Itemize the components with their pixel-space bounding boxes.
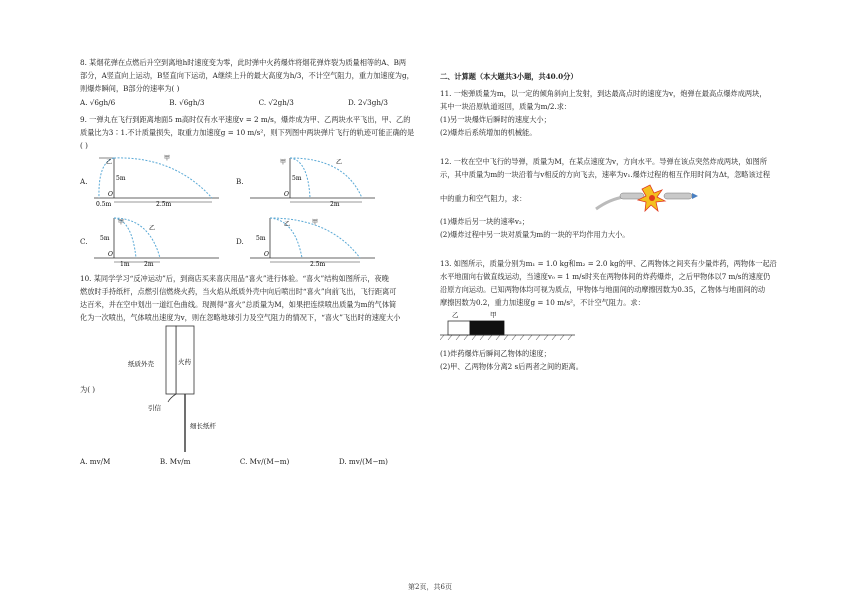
q13-line-2: 水平地面向右做直线运动，当速度v₀ = 1 m/s时夹在两物体间的炸药爆炸，之后甲物体以7 m/s的速度仍 (440, 272, 771, 281)
q9-d-height: 5m (256, 235, 266, 242)
q11-part-2: (2)爆炸后系统增加的机械能。 (440, 128, 537, 137)
missile-explosion-figure (590, 181, 700, 215)
q10-line-5: 为( ) (80, 384, 96, 394)
q10-figure (120, 324, 240, 454)
q10-line-3: 达百米，并在空中划出一道红色曲线。现测得“喜火”总质量为M，如果把连续喷出质量为m的气体简 (80, 300, 397, 309)
q12-line-3: 中的重力和空气阻力，求： (440, 193, 527, 203)
q8-options (80, 96, 428, 109)
q8-line-2: 部分，A竖直向上运动，B竖直向下运动，A继续上升的最大高度为h/3，不计空气阻力，重力加速度为g， (80, 71, 414, 80)
q9-a-name-1: 乙 (106, 159, 113, 166)
question-9 (80, 113, 428, 270)
q10-line-1: 10. 某同学学习“反冲运动”后，到商店买来喜庆用品“喜火”进行体验。“喜火”结构如图所示，夜晚 (80, 274, 389, 283)
q8-line-3: 则爆炸瞬间，B部分的速率为( ) (80, 84, 180, 93)
q9-d-origin: O (264, 251, 269, 258)
q10-options (80, 455, 428, 468)
q9-a-name-2: 甲 (164, 155, 171, 162)
q8-line-1: 8. 某烟花弹在点燃后升空到离地h时速度变为零，此时弹中火药爆炸将烟花弹炸裂为质量相等的A、B两 (80, 58, 407, 67)
q11-part-1: (1)另一块爆炸后瞬时的速度大小； (440, 115, 551, 124)
q13-jia-label: 甲 (490, 311, 497, 319)
q9-figure-c-label: C. (80, 236, 88, 246)
q9-figure-d (236, 212, 380, 270)
q9-figure-d-drawing (250, 212, 380, 270)
q8-option-a: A. √6gh/6 (80, 98, 116, 107)
q9-figure-row-2 (80, 212, 380, 270)
q10-shell-label: 纸质外壳 (128, 360, 154, 368)
question-13 (440, 257, 790, 373)
q9-b-name-2: 乙 (336, 159, 343, 166)
q9-c-seg-2: 2m (144, 261, 154, 268)
q9-a-height: 5m (116, 175, 126, 182)
question-10 (80, 272, 428, 468)
section-title: 二、计算题（本大题共3小题，共40.0分） (440, 72, 578, 81)
q9-figure-a-drawing (94, 152, 224, 210)
q8-option-c: C. √2gh/3 (258, 98, 294, 107)
q13-yi-label: 乙 (452, 311, 459, 319)
q9-line-3: ( ) (80, 141, 88, 150)
q12-part-2: (2)爆炸过程中另一块对质量为m的一块的平均作用力大小。 (440, 230, 630, 239)
right-column (440, 56, 790, 375)
q13-line-4: 摩擦因数为0.2，重力加速度g = 10 m/s²，不计空气阻力。求： (440, 298, 645, 307)
q12-line-2: 示，其中质量为m的一块沿着与v相反的方向飞去，速率为v₁.爆炸过程的相互作用时间为Δt，忽略该过程 (440, 170, 771, 179)
q8-option-b: B. √6gh/3 (169, 98, 205, 107)
q9-line-1: 9. 一弹丸在飞行到距离地面5 m高时仅有水平速度v = 2 m/s，爆炸成为甲、乙两块水平飞出，甲、乙的 (80, 115, 411, 124)
q13-part-1: (1)炸药爆炸后瞬间乙物体的速度； (440, 349, 551, 358)
q9-figure-a-label: A. (80, 176, 88, 186)
q9-figure-d-label: D. (236, 236, 244, 246)
q9-figure-b-label: B. (236, 176, 244, 186)
q11-line-2: 其中一块沿原轨道返回，质量为m/2.求： (440, 102, 572, 111)
q8-option-d: D. 2√3gh/3 (347, 98, 388, 107)
q9-c-seg-1: 1m (120, 261, 130, 268)
q9-c-origin: O (108, 251, 113, 258)
q10-option-b: B. Mv/m (159, 457, 191, 466)
q9-d-name-2: 甲 (312, 219, 319, 226)
question-11 (440, 87, 790, 139)
q13-part-2: (2)甲、乙两物体分离2 s后两者之间的距离。 (440, 362, 583, 371)
q10-line-2: 燃放时手持纸杆，点燃引信燃烧火药，当火焰从纸质外壳中向后喷出时“喜火”向前飞出，飞行距离可 (80, 287, 397, 296)
q10-fuse-label: 引信 (148, 404, 161, 412)
q9-a-right-dist: 2.5m (156, 201, 172, 208)
q9-a-origin: O (108, 191, 113, 198)
question-8 (80, 56, 428, 109)
q12-line-1: 12. 一枚在空中飞行的导弹，质量为M，在某点速度为v，方向水平。导弹在该点突然炸成两块，如图所 (440, 157, 768, 166)
q9-figure-a (80, 152, 224, 210)
q9-c-name-1: 甲 (118, 219, 125, 226)
q10-option-d: D. mv/(M−m) (338, 457, 388, 466)
q12-part-1: (1)爆炸后另一块的速率v₂； (440, 217, 529, 226)
q9-figure-b (236, 152, 380, 210)
q9-b-name-1: 甲 (280, 159, 287, 166)
q9-c-height: 5m (100, 235, 110, 242)
question-12 (440, 155, 790, 241)
left-column (80, 56, 428, 472)
page-footer: 第2页，共6页 (408, 583, 452, 591)
q9-d-right-dist: 2.5m (310, 261, 326, 268)
q13-line-1: 13. 如图所示，质量分别为m₁ = 1.0 kg和m₂ = 2.0 kg的甲、乙两物体之间夹有少量炸药，两物体一起沿 (440, 259, 777, 268)
q9-b-right-dist: 2m (330, 201, 340, 208)
q10-line-4: 化为一次喷出，气体喷出速度为v，则在忽略地球引力及空气阻力的情况下，“喜火”飞出时的速度大小 (80, 313, 401, 322)
q10-option-c: C. Mv/(M−m) (239, 457, 290, 466)
q9-d-name-1: 乙 (284, 221, 291, 228)
block-yi (448, 321, 470, 335)
q10-option-a: A. mv/M (80, 457, 111, 466)
q9-b-origin: O (284, 191, 289, 198)
q9-a-left-dist: 0.5m (96, 201, 112, 208)
q10-rod-label: 细长纸杆 (190, 422, 216, 430)
q9-line-2: 质量比为3∶1.不计质量损失，取重力加速度g = 10 m/s²，则下列图中两块弹片飞行的轨迹可能正确的是 (80, 128, 415, 137)
q9-c-name-2: 乙 (149, 225, 156, 232)
q10-figure-row (80, 324, 428, 454)
q13-figure (440, 309, 580, 343)
q11-line-1: 11. 一炮弹质量为m，以一定的倾角斜向上发射，到达最高点时的速度为v，炮弹在最高点爆炸成两块， (440, 89, 767, 98)
q9-figure-c (80, 212, 224, 270)
q9-figure-row-1 (80, 152, 380, 210)
q12-figure-row (440, 181, 790, 215)
block-jia (470, 321, 504, 335)
q9-figure-c-drawing (94, 212, 224, 270)
q10-powder-label: 火药 (178, 358, 191, 366)
q9-b-height: 5m (292, 175, 302, 182)
q9-figure-b-drawing (250, 152, 380, 210)
q13-line-3: 沿原方向运动。已知两物体均可视为质点，甲物体与地面间的动摩擦因数为0.35，乙物体与地面间的动 (440, 285, 766, 294)
